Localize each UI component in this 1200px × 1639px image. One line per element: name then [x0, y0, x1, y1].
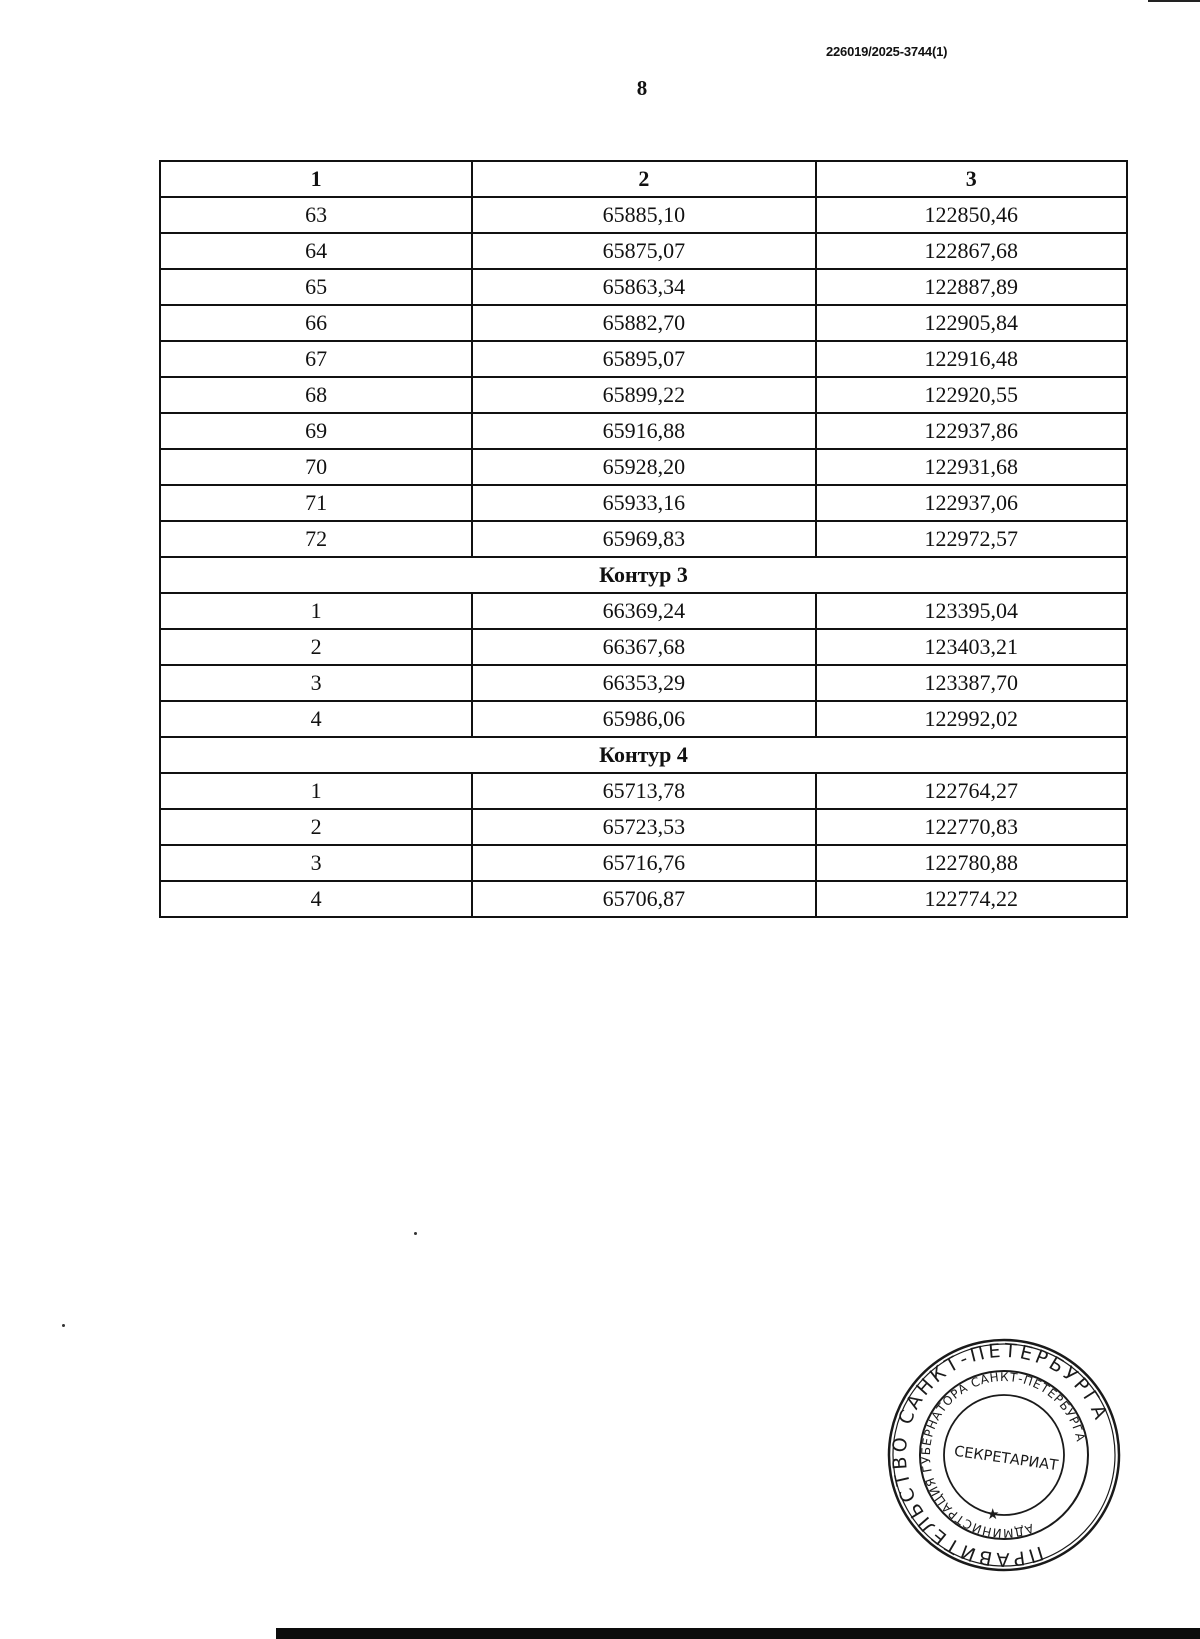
- coordinate-y: 122992,02: [816, 701, 1127, 737]
- table-row: [160, 449, 1127, 485]
- coordinate-x: 65899,22: [472, 377, 815, 413]
- scan-dot: [62, 1324, 65, 1327]
- seal-center-text: СЕКРЕТАРИАТ: [953, 1443, 1059, 1475]
- point-number: 2: [160, 629, 472, 665]
- point-number: 71: [160, 485, 472, 521]
- coordinate-y: 122937,06: [816, 485, 1127, 521]
- coordinate-y: 122850,46: [816, 197, 1127, 233]
- coordinate-y: 122920,55: [816, 377, 1127, 413]
- table-row: [160, 341, 1127, 377]
- point-number: 63: [160, 197, 472, 233]
- table-row: [160, 701, 1127, 737]
- coordinate-y: 122916,48: [816, 341, 1127, 377]
- coordinate-x: 65916,88: [472, 413, 815, 449]
- coordinate-y: 122764,27: [816, 773, 1127, 809]
- page-number: 8: [636, 76, 648, 100]
- coordinate-x: 65885,10: [472, 197, 815, 233]
- coordinate-y: 122774,22: [816, 881, 1127, 917]
- coordinate-x: 65706,87: [472, 881, 815, 917]
- coordinate-x: 65875,07: [472, 233, 815, 269]
- coordinate-x: 66353,29: [472, 665, 815, 701]
- point-number: 67: [160, 341, 472, 377]
- coordinate-y: 122972,57: [816, 521, 1127, 557]
- coordinate-x: 65986,06: [472, 701, 815, 737]
- table-row: [160, 269, 1127, 305]
- column-header: 1: [160, 161, 472, 197]
- coordinate-x: 65969,83: [472, 521, 815, 557]
- table-row: [160, 665, 1127, 701]
- coordinate-x: 65882,70: [472, 305, 815, 341]
- point-number: 3: [160, 665, 472, 701]
- table-row: [160, 485, 1127, 521]
- contour-heading-row: [160, 737, 1127, 773]
- table-row: [160, 521, 1127, 557]
- point-number: 66: [160, 305, 472, 341]
- contour-3-heading: Контур 3: [160, 557, 1127, 593]
- coordinate-y: 122931,68: [816, 449, 1127, 485]
- coordinate-x: 65713,78: [472, 773, 815, 809]
- scan-dot: [414, 1232, 417, 1235]
- seal-star-icon: ★: [986, 1505, 1000, 1523]
- official-seal-stamp: [884, 1335, 1124, 1575]
- coordinate-y: 122937,86: [816, 413, 1127, 449]
- coordinate-x: 65863,34: [472, 269, 815, 305]
- contour-4-heading: Контур 4: [160, 737, 1127, 773]
- coordinate-y: 123387,70: [816, 665, 1127, 701]
- point-number: 4: [160, 701, 472, 737]
- table-row: [160, 809, 1127, 845]
- coordinate-y: 122770,83: [816, 809, 1127, 845]
- table-row: [160, 881, 1127, 917]
- table-header-row: [160, 161, 1127, 197]
- point-number: 4: [160, 881, 472, 917]
- coordinate-y: 122887,89: [816, 269, 1127, 305]
- column-header: 3: [816, 161, 1127, 197]
- coordinate-x: 65928,20: [472, 449, 815, 485]
- column-header: 2: [472, 161, 815, 197]
- coordinate-x: 66369,24: [472, 593, 815, 629]
- point-number: 64: [160, 233, 472, 269]
- point-number: 72: [160, 521, 472, 557]
- contour-heading-row: [160, 557, 1127, 593]
- scan-bottom-edge: [276, 1628, 1200, 1639]
- table-row: [160, 197, 1127, 233]
- table-row: [160, 845, 1127, 881]
- point-number: 1: [160, 773, 472, 809]
- point-number: 3: [160, 845, 472, 881]
- coordinate-x: 65933,16: [472, 485, 815, 521]
- table-row: [160, 629, 1127, 665]
- coordinate-x: 65716,76: [472, 845, 815, 881]
- coordinate-y: 123403,21: [816, 629, 1127, 665]
- coordinate-x: 66367,68: [472, 629, 815, 665]
- table-row: [160, 233, 1127, 269]
- point-number: 68: [160, 377, 472, 413]
- document-id: 226019/2025-3744(1): [826, 44, 948, 59]
- seal-outer-text: ПРАВИТЕЛЬСТВО САНКТ-ПЕТЕРБУРГА: [888, 1339, 1113, 1571]
- point-number: 69: [160, 413, 472, 449]
- table-row: [160, 305, 1127, 341]
- coordinates-table: [159, 160, 1128, 918]
- coordinate-y: 122905,84: [816, 305, 1127, 341]
- coordinate-y: 122867,68: [816, 233, 1127, 269]
- point-number: 70: [160, 449, 472, 485]
- table-row: [160, 593, 1127, 629]
- table-row: [160, 413, 1127, 449]
- coordinate-y: 123395,04: [816, 593, 1127, 629]
- table-row: [160, 377, 1127, 413]
- coordinate-x: 65895,07: [472, 341, 815, 377]
- point-number: 65: [160, 269, 472, 305]
- coordinate-x: 65723,53: [472, 809, 815, 845]
- table-row: [160, 773, 1127, 809]
- point-number: 1: [160, 593, 472, 629]
- coordinate-y: 122780,88: [816, 845, 1127, 881]
- seal-inner-text: АДМИНИСТРАЦИЯ ГУБЕРНАТОРА САНКТ-ПЕТЕРБУРГА: [918, 1369, 1088, 1541]
- point-number: 2: [160, 809, 472, 845]
- scan-edge-mark: [1148, 0, 1200, 2]
